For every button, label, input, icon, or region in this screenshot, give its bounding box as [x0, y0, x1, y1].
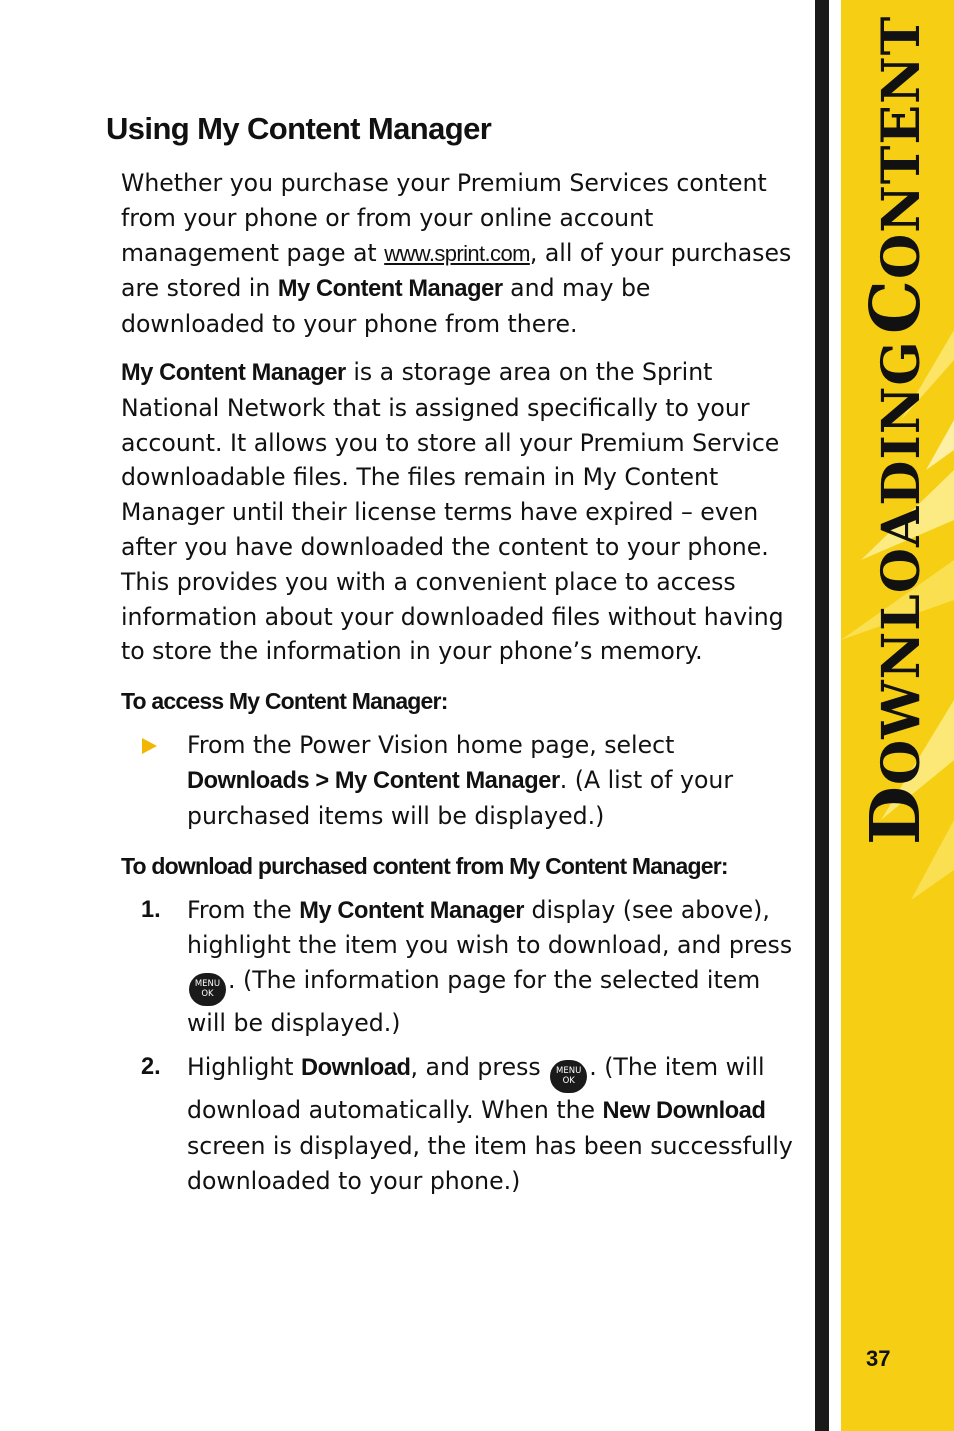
ok-key-label: OK: [562, 1075, 575, 1086]
ok-key-label: OK: [201, 989, 214, 1000]
download-heading: To download purchased content from My Content Manager:: [121, 852, 728, 879]
menu-key-label: MENU: [194, 979, 221, 990]
intro-text-1: Whether you purchase your Premium Services content from your phone or from your online account management page at: [121, 169, 767, 267]
side-bar: [815, 0, 829, 1431]
step-number: 2.: [141, 1053, 161, 1080]
access-menu-path: Downloads > My Content Manager: [187, 767, 560, 794]
step-2-text-1: Highlight: [187, 1052, 302, 1081]
access-text-1: From the Power Vision home page, select: [187, 731, 675, 760]
section-title-initial-1: D: [856, 785, 936, 845]
step-2-bold-term: Download: [301, 1054, 411, 1081]
step-2-text-2: , and press: [410, 1052, 549, 1081]
section-title-rest-1: OWNLOADING: [871, 340, 932, 786]
section-title-initial-2: C: [856, 279, 936, 335]
menu-ok-key-icon: [550, 1060, 587, 1093]
menu-key-label: MENU: [556, 1065, 582, 1076]
access-heading: To access My Content Manager:: [121, 688, 448, 715]
description-bold-term: My Content Manager: [121, 359, 346, 386]
description-text: is a storage area on the Sprint National Network that is assigned specifically to your account. It allows you to store all your Premium Service downloadable files. The files remain in My Content Manager until their license terms have expired – even after you have downloaded the content to your phone. This provides you with a convenient place to access information about your downloaded files without having to store the information in your phone’s memory.: [121, 357, 784, 666]
page-number: 37: [866, 1346, 891, 1371]
description-paragraph: [121, 355, 793, 669]
step-number: 1.: [141, 896, 161, 923]
side-gap: [829, 0, 841, 1431]
access-bullet: [121, 728, 793, 833]
step-1-text-1: From the: [187, 895, 300, 924]
step-1-bold-term: My Content Manager: [299, 897, 525, 924]
intro-paragraph: [121, 166, 793, 342]
section-title-rest-2: ONTENT: [871, 15, 932, 280]
step-2-text-3: . (The item will download automatically. When the: [187, 1052, 765, 1124]
intro-text-2: , all of your purchases are stored in: [121, 238, 792, 303]
sprint-link[interactable]: www.sprint.com: [384, 240, 530, 266]
step-1-text-3: . (The information page for the selected item will be displayed.): [187, 966, 761, 1038]
menu-ok-key-icon: [189, 973, 226, 1006]
intro-text-3: and may be downloaded to your phone from there.: [121, 274, 651, 339]
intro-bold-term: My Content Manager: [277, 276, 503, 303]
step-1: [121, 893, 793, 1041]
body-text: [121, 166, 793, 1207]
section-title: [843, 15, 949, 845]
step-1-text-2: display (see above), highlight the item you wish to download, and press: [187, 895, 793, 960]
step-2-text-4: screen is displayed, the item has been successfully downloaded to your phone.): [187, 1131, 793, 1195]
step-2: [121, 1050, 793, 1198]
access-text-2: . (A list of your purchased items will be displayed.): [187, 765, 734, 830]
section-heading: Using My Content Manager: [106, 111, 492, 146]
step-2-bold-term-2: New Download: [602, 1097, 766, 1124]
bullet-arrow-icon: [142, 738, 157, 754]
